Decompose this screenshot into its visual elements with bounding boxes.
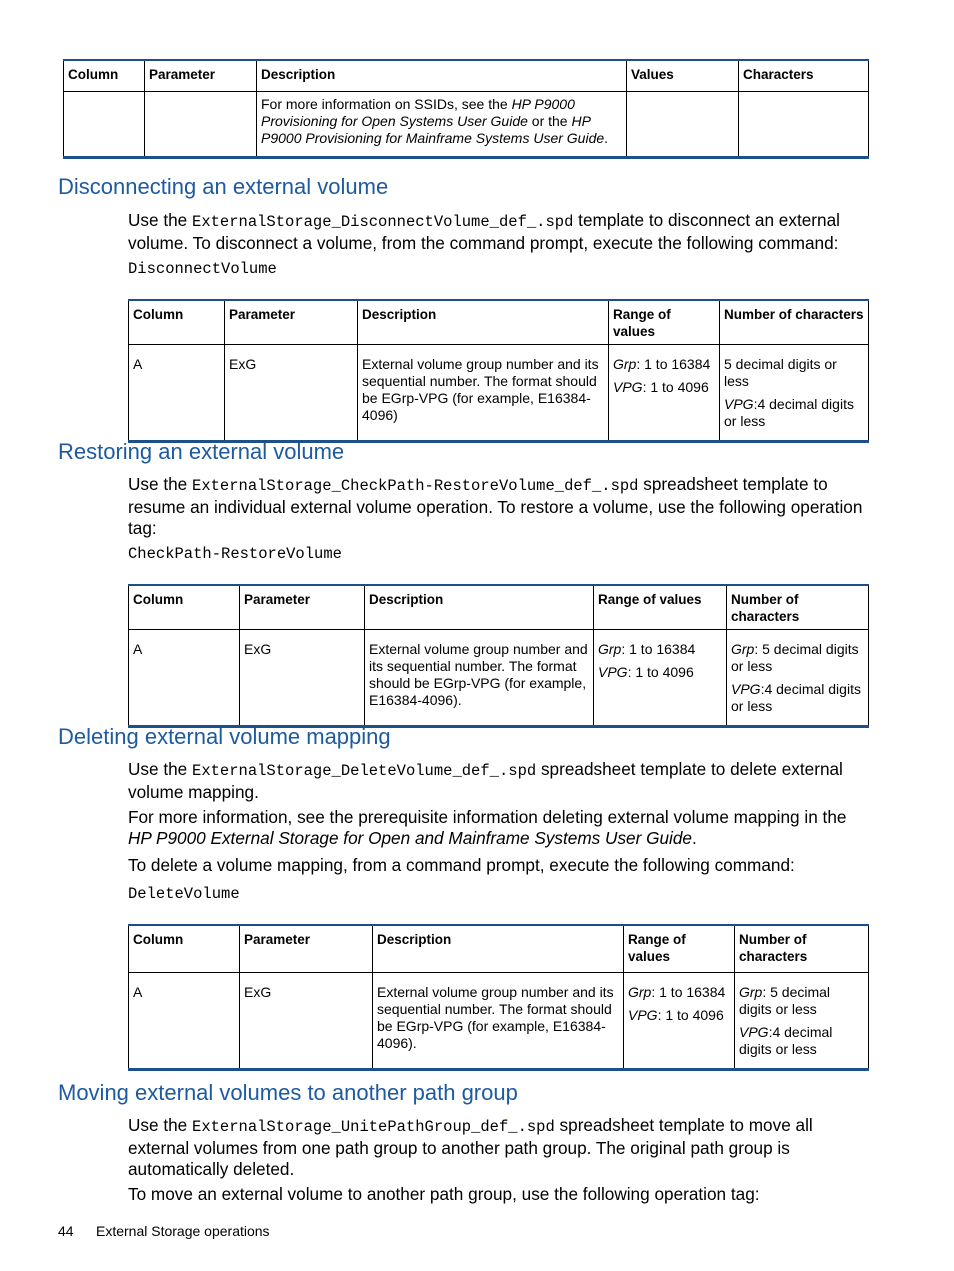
header-characters: Number of characters	[720, 300, 869, 345]
table-row	[64, 92, 869, 158]
desc-text: .	[604, 130, 609, 146]
cell-description: External volume group number and its sequential number. The format should be EGrp-VPG (for example, E16384-4096).	[365, 630, 594, 727]
text: template to disconnect an external volume. To disconnect a volume, from the command prompt, execute the following command:	[128, 210, 840, 253]
text: spreadsheet template to move all external volumes from one path group to another path group. The original path group is automatically deleted.	[128, 1115, 813, 1179]
footer-section: External Storage operations	[96, 1223, 270, 1239]
table-row	[129, 973, 869, 1070]
header-description: Description	[257, 60, 627, 92]
header-column: Column	[129, 585, 240, 630]
delete-command: DeleteVolume	[128, 885, 240, 903]
cell-column	[64, 92, 145, 158]
header-values: Values	[627, 60, 739, 92]
text: Use the	[128, 210, 193, 230]
cell-characters	[720, 345, 869, 442]
section-title-delete: Deleting external volume mapping	[58, 724, 391, 749]
chars-grp: Grp: 5 decimal digits or less	[731, 641, 859, 674]
restore-command: CheckPath-RestoreVolume	[128, 545, 342, 563]
range-grp: Grp: 1 to 16384	[613, 356, 711, 372]
ssid-continuation-table	[63, 59, 869, 159]
cell-column: A	[129, 973, 240, 1070]
chars-vpg: VPG:4 decimal digits or less	[724, 396, 854, 429]
doc-ref-open-systems: HP P9000 Provisioning for Open Systems User Guide	[261, 96, 575, 129]
header-description: Description	[373, 925, 624, 973]
header-column: Column	[129, 925, 240, 973]
cell-range	[594, 630, 727, 727]
desc-text: or the	[527, 113, 572, 129]
section-title-restore: Restoring an external volume	[58, 439, 345, 464]
disconnect-command: DisconnectVolume	[128, 260, 277, 278]
cell-column: A	[129, 630, 240, 727]
chars-grp: Grp: 5 decimal digits or less	[739, 984, 831, 1017]
template-filename: ExternalStorage_DisconnectVolume_def_.spd	[192, 213, 574, 231]
table-row	[129, 345, 869, 442]
cell-description: External volume group number and its sequential number. The format should be EGrp-VPG (for example, E16384-4096).	[373, 973, 624, 1070]
desc-text: For more information on SSIDs, see the	[261, 96, 512, 112]
header-parameter: Parameter	[145, 60, 257, 92]
cell-parameter: ExG	[225, 345, 358, 442]
header-range: Range of values	[594, 585, 727, 630]
template-filename: ExternalStorage_CheckPath-RestoreVolume_def_.spd	[192, 477, 639, 495]
cell-range	[624, 973, 735, 1070]
text: spreadsheet template to delete external volume mapping.	[128, 759, 843, 802]
text: Use the	[128, 759, 193, 779]
move-intro	[128, 1115, 873, 1180]
cell-parameter: ExG	[240, 973, 373, 1070]
delete-intro	[128, 759, 873, 803]
cell-values	[627, 92, 739, 158]
text: Use the	[128, 1115, 193, 1135]
template-filename: ExternalStorage_UnitePathGroup_def_.spd	[192, 1118, 555, 1136]
doc-ref-external-storage: HP P9000 External Storage for Open and Mainframe Systems User Guide	[128, 828, 692, 848]
header-range: Range of values	[609, 300, 720, 345]
table-header-row	[129, 925, 869, 973]
range-vpg: VPG: 1 to 4096	[613, 379, 709, 395]
cell-parameter: ExG	[240, 630, 365, 727]
delete-more-info	[128, 807, 873, 849]
range-vpg: VPG: 1 to 4096	[598, 664, 694, 680]
cell-range	[609, 345, 720, 442]
header-characters: Number of characters	[727, 585, 869, 630]
text: For more information, see the prerequisite information deleting external volume mapping in the	[128, 807, 847, 827]
chars-vpg: VPG:4 decimal digits or less	[731, 681, 861, 714]
table-row	[129, 630, 869, 727]
text: .	[691, 828, 697, 848]
restore-intro	[128, 474, 873, 539]
header-characters: Characters	[739, 60, 869, 92]
range-vpg: VPG: 1 to 4096	[628, 1007, 724, 1023]
cell-description: External volume group number and its sequential number. The format should be EGrp-VPG (for example, E16384-4096)	[358, 345, 609, 442]
header-description: Description	[365, 585, 594, 630]
delete-table	[128, 924, 869, 1071]
header-characters: Number of characters	[735, 925, 869, 973]
move-instruction: To move an external volume to another path group, use the following operation tag:	[128, 1184, 760, 1204]
cell-parameter	[145, 92, 257, 158]
range-grp: Grp: 1 to 16384	[598, 641, 696, 657]
chars-grp: 5 decimal digits or less	[724, 356, 837, 389]
restore-table	[128, 584, 869, 728]
header-range: Range of values	[624, 925, 735, 973]
cell-characters	[739, 92, 869, 158]
disconnect-table	[128, 299, 869, 443]
delete-instruction: To delete a volume mapping, from a command prompt, execute the following command:	[128, 855, 795, 875]
header-description: Description	[358, 300, 609, 345]
page-number: 44	[58, 1223, 74, 1239]
template-filename: ExternalStorage_DeleteVolume_def_.spd	[192, 762, 537, 780]
header-column: Column	[64, 60, 145, 92]
disconnect-intro	[128, 210, 873, 254]
chars-vpg: VPG:4 decimal digits or less	[739, 1024, 833, 1057]
range-grp: Grp: 1 to 16384	[628, 984, 726, 1000]
cell-characters	[735, 973, 869, 1070]
text: Use the	[128, 474, 193, 494]
cell-characters	[727, 630, 869, 727]
section-title-disconnect: Disconnecting an external volume	[58, 174, 389, 199]
cell-column: A	[129, 345, 225, 442]
table-header-row	[129, 300, 869, 345]
table-header-row	[129, 585, 869, 630]
doc-ref-mainframe: HP P9000 Provisioning for Mainframe Systems User Guide	[261, 113, 605, 146]
text: spreadsheet template to resume an individual external volume operation. To restore a volume, use the following operation tag:	[128, 474, 863, 538]
header-column: Column	[129, 300, 225, 345]
cell-description	[257, 92, 627, 158]
header-parameter: Parameter	[240, 585, 365, 630]
section-title-move: Moving external volumes to another path group	[58, 1080, 518, 1105]
header-parameter: Parameter	[240, 925, 373, 973]
header-parameter: Parameter	[225, 300, 358, 345]
table-header-row	[64, 60, 869, 92]
